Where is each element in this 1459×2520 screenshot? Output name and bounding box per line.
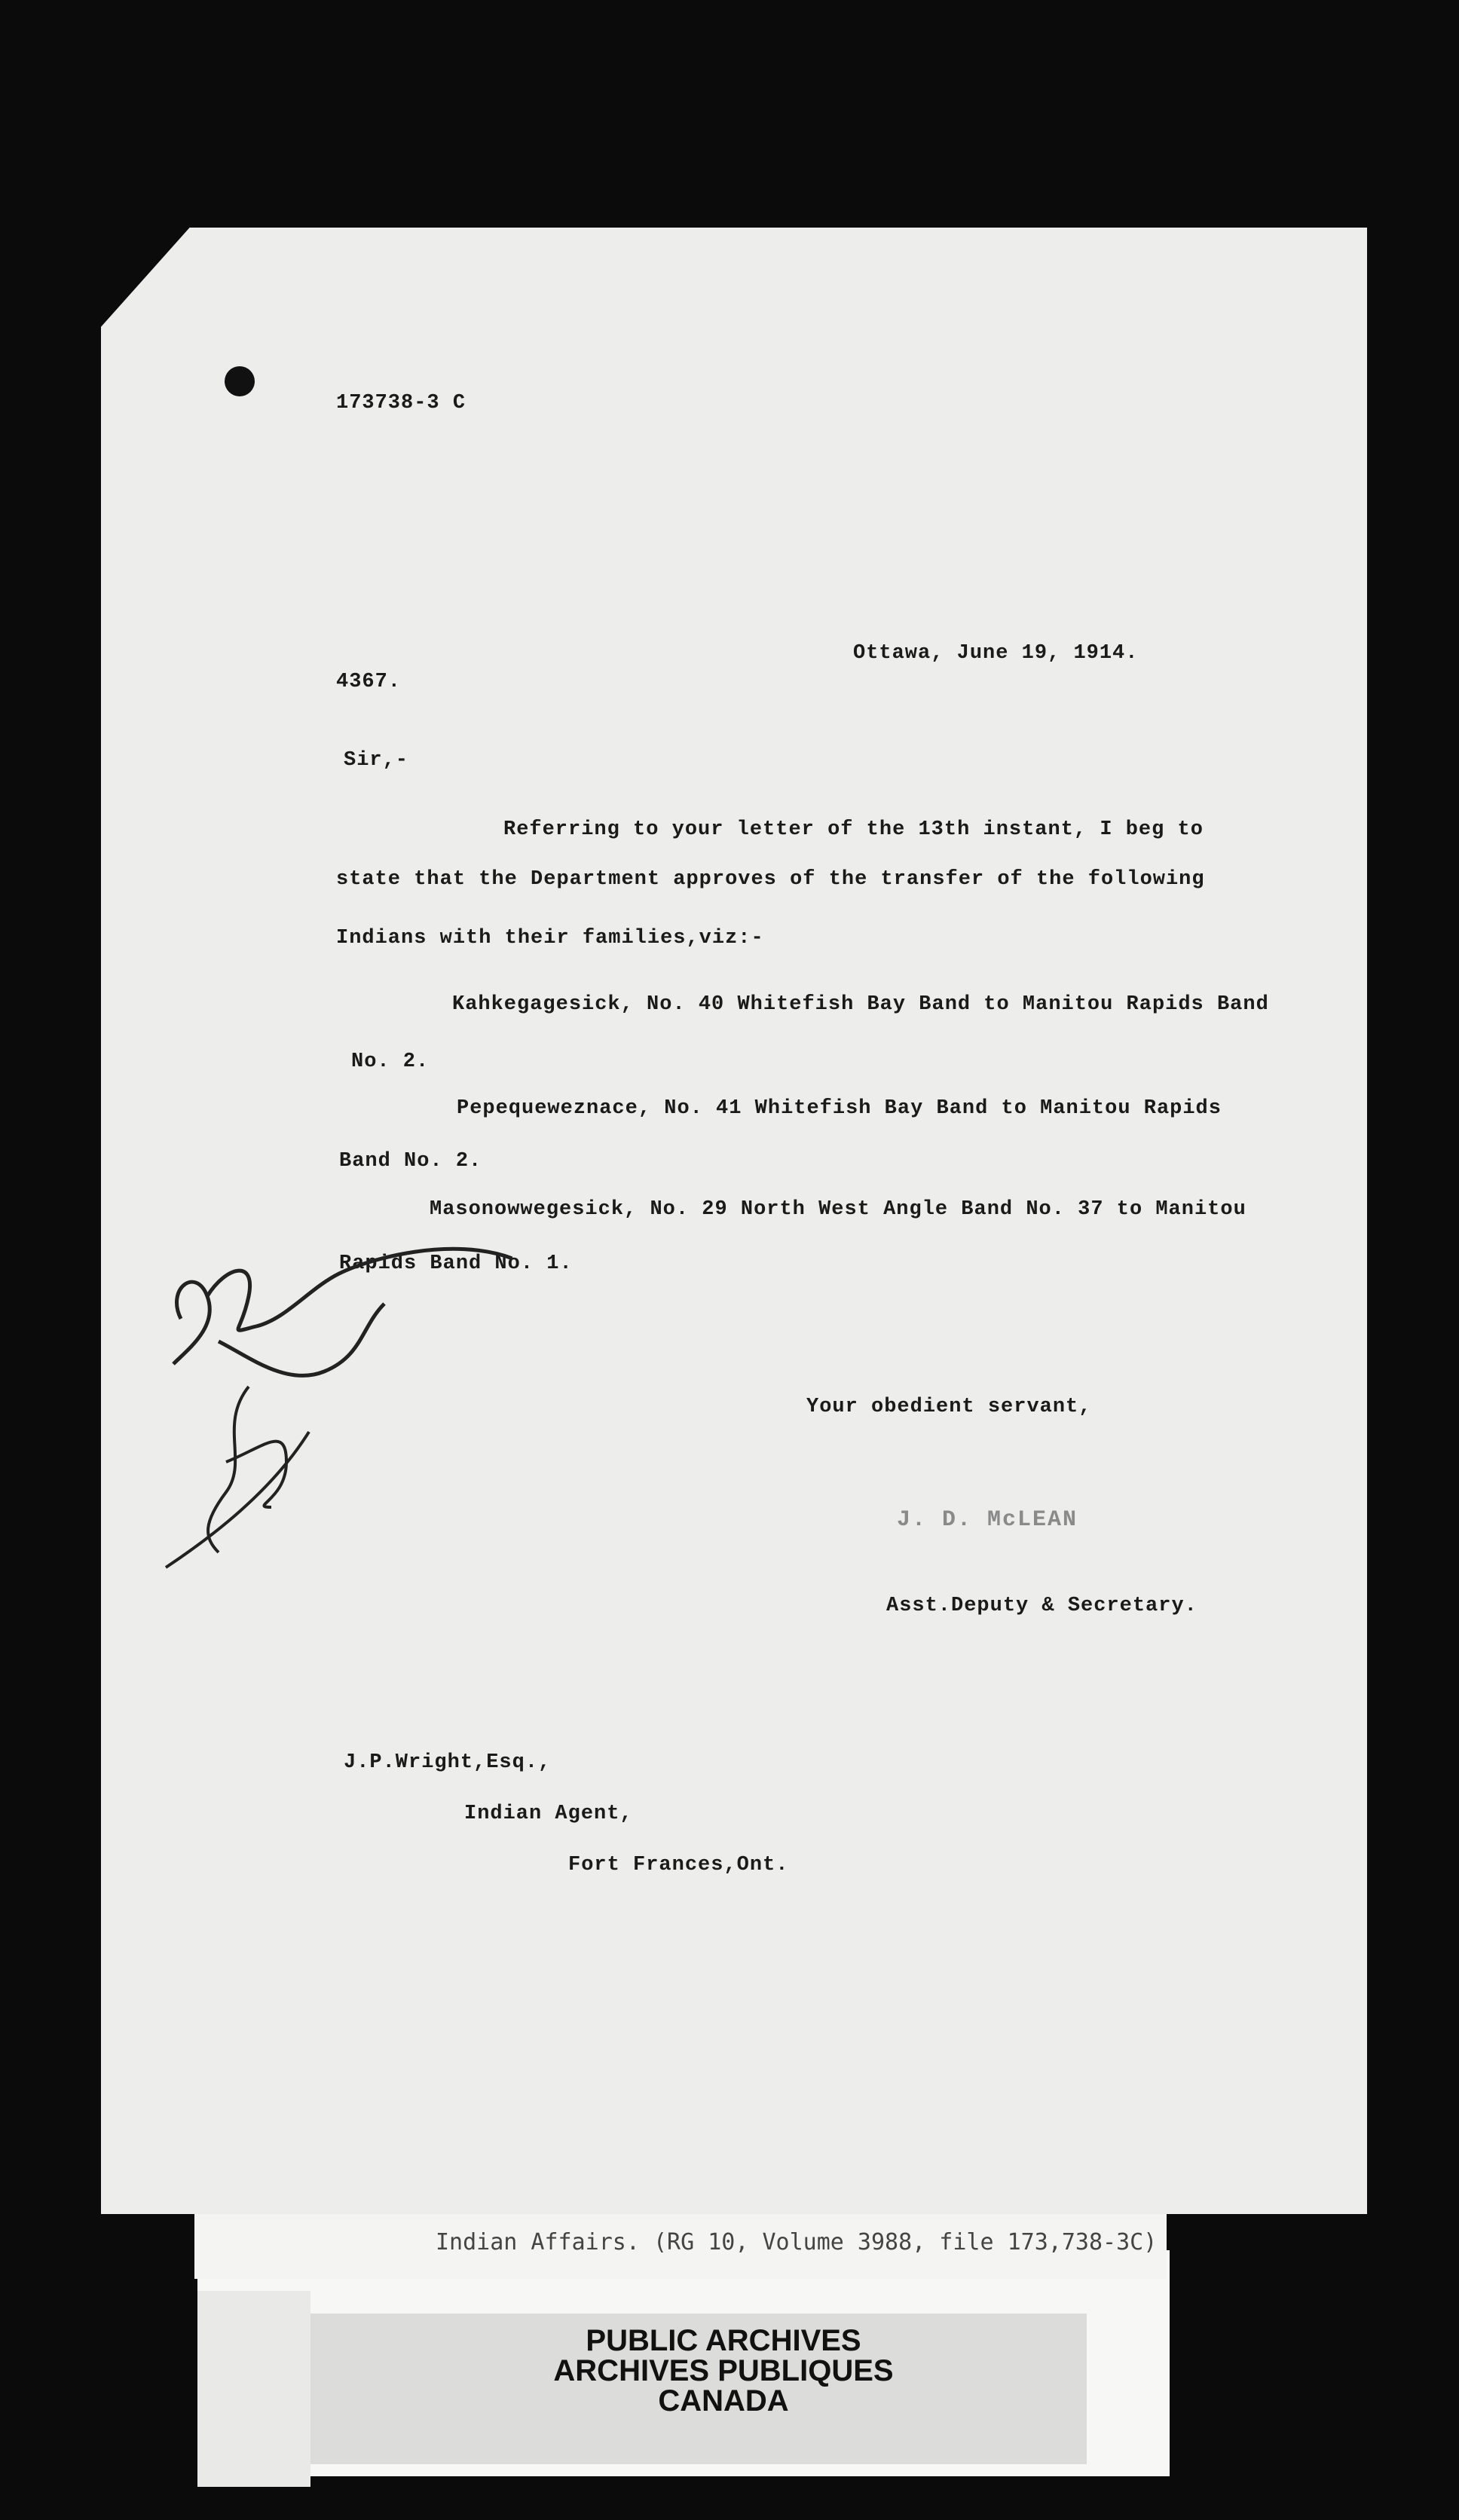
archive-tag-fold <box>197 2291 310 2487</box>
archive-label <box>452 2326 995 2416</box>
punch-hole <box>225 366 255 396</box>
transfer-3-line-2: Rapids Band No. 1. <box>339 1252 573 1275</box>
archive-label-line-2: ARCHIVES PUBLIQUES <box>553 2354 894 2387</box>
transfer-3-line-1: Masonowwegesick, No. 29 North West Angle Band No. 37 to Manitou <box>430 1198 1246 1221</box>
body-line-3: Indians with their families,viz:- <box>336 927 764 950</box>
archive-label-line-3: CANADA <box>658 2384 789 2418</box>
closing: Your obedient servant, <box>806 1396 1092 1418</box>
letter-number: 4367. <box>336 671 402 693</box>
transfer-2-line-2: Band No. 2. <box>339 1150 482 1173</box>
archive-label-line-1: PUBLIC ARCHIVES <box>586 2324 861 2357</box>
body-line-1: Referring to your letter of the 13th instant, I beg to <box>503 818 1204 841</box>
body-line-2: state that the Department approves of the transfer of the following <box>336 868 1205 891</box>
signature-stamp: J. D. McLEAN <box>897 1507 1078 1533</box>
recipient-name: J.P.Wright,Esq., <box>344 1751 552 1774</box>
date-line: Ottawa, June 19, 1914. <box>853 642 1139 665</box>
signature-title: Asst.Deputy & Secretary. <box>886 1595 1197 1617</box>
transfer-1-line-1: Kahkegagesick, No. 40 Whitefish Bay Band to Manitou Rapids Band <box>452 993 1269 1016</box>
handwritten-initials <box>136 1176 512 1598</box>
transfer-2-line-1: Pepequeweznace, No. 41 Whitefish Bay Band to Manitou Rapids <box>457 1097 1222 1120</box>
transfer-1-line-2: No. 2. <box>351 1051 430 1073</box>
recipient-location: Fort Frances,Ont. <box>568 1854 789 1876</box>
file-number: 173738-3 C <box>336 392 466 414</box>
recipient-title: Indian Agent, <box>464 1803 633 1825</box>
archive-reference: Indian Affairs. (RG 10, Volume 3988, file 173,738-3C) <box>436 2229 1158 2255</box>
salutation: Sir,- <box>344 749 409 772</box>
